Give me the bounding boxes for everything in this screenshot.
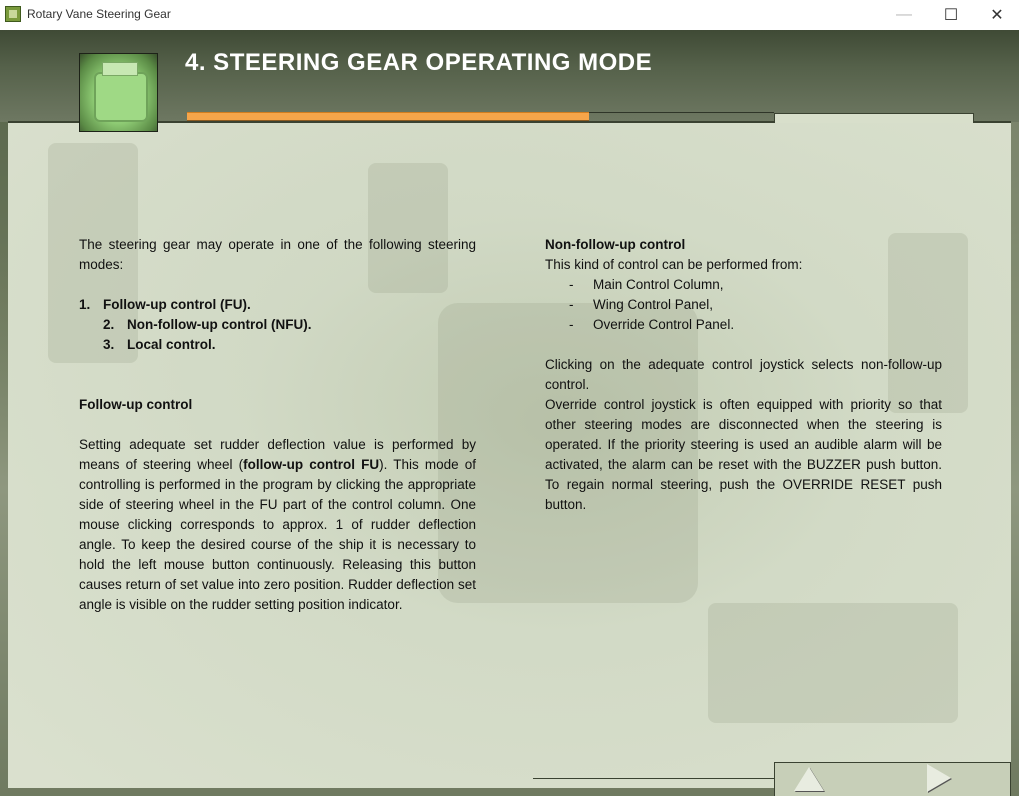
app-icon [5, 6, 21, 22]
steering-gear-thumbnail [79, 53, 158, 132]
fu-description: Setting adequate set rudder deflection value is performed by means of steering wheel (follow-up control FU). This mode of controlling is performed in the program by clicking the appropriate side of steering wheel in the FU part of the control column. One mouse clicking corresponds to approx. 1 of rudder deflection angle. To keep the desired course of the ship it is necessary to hold the left mouse button continuously. Releasing this button causes return of set value into zero position. Rudder deflection set angle is visible on the rudder setting position indicator. [79, 437, 476, 612]
mode-item: 2. Non-follow-up control (NFU). [103, 317, 312, 332]
next-button[interactable] [924, 763, 954, 793]
left-column [79, 235, 476, 615]
triangle-right-icon [927, 764, 951, 792]
right-column [545, 235, 942, 515]
maximize-button[interactable]: ☐ [943, 7, 959, 24]
title-accent-line [589, 112, 774, 113]
title-accent-bar [187, 112, 589, 121]
control-location: - Wing Control Panel, [569, 297, 714, 312]
triangle-up-icon [794, 767, 824, 791]
panel-divider [974, 121, 1011, 122]
main-stage [0, 30, 1019, 796]
minimize-button[interactable]: — [896, 6, 912, 23]
nfu-heading: Non-follow-up control [545, 237, 686, 252]
up-button[interactable] [794, 764, 824, 794]
nfu-intro: This kind of control can be performed from: [545, 257, 803, 272]
nfu-paragraph-1: Clicking on the adequate control joystick selects non-follow-up control. [545, 357, 942, 392]
nav-frame [533, 778, 774, 788]
background-machinery [708, 603, 958, 723]
fu-heading: Follow-up control [79, 397, 193, 412]
intro-text: The steering gear may operate in one of the following steering modes: [79, 237, 476, 272]
mode-item: 1. Follow-up control (FU). [79, 297, 251, 312]
window-titlebar [0, 0, 1019, 30]
panel-tab [774, 113, 974, 123]
window-title: Rotary Vane Steering Gear [27, 7, 171, 21]
page-title: 4. STEERING GEAR OPERATING MODE [185, 49, 653, 76]
close-button[interactable]: ✕ [990, 7, 1004, 24]
control-location: - Main Control Column, [569, 277, 724, 292]
control-location: - Override Control Panel. [569, 317, 735, 332]
mode-item: 3. Local control. [103, 337, 216, 352]
nfu-paragraph-2: Override control joystick is often equipped with priority so that other steering modes are disconnected when the steering is operated. If the priority steering is used an audible alarm will be activated, the alarm can be reset with the BUZZER push button. To regain normal steering, push the OVERRIDE RESET push button. [545, 397, 942, 512]
